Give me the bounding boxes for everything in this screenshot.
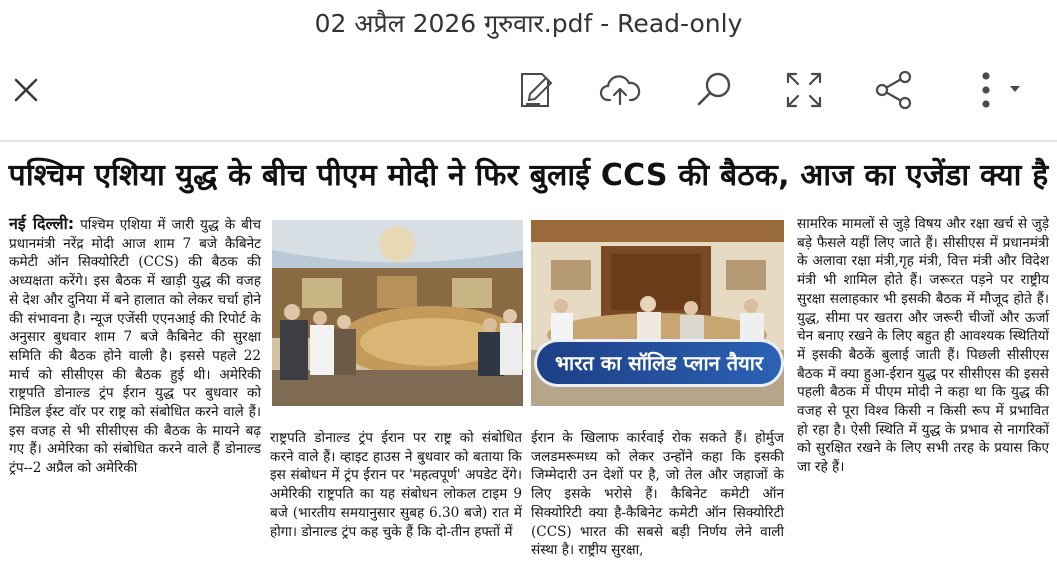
column-3-text: ईरान के खिलाफ कार्रवाई रोक सकते हैं। होर्मुज जलडमरूमध्य को लेकर उन्होंने कहा कि इसकी जिम्मेदारी उन देशों पर है, जो तेल और जहाजों के लिए इसके भरोसे हैं। कैबिनेट कमेटी ऑन सिक्योरिटी क्या है-कैबिनेट कमेटी ऑन सिक्योरिटी (CCS) भारत की सबसे बड़ी निर्णय लेने वाली संस्था है। राष्ट्रीय सुरक्षा, (531, 430, 784, 559)
column-4-text: सामरिक मामलों से जुड़े विषय और रक्षा खर्च से जुड़े बड़े फैसले यहीं लिए जाते हैं। सीसीएस में प्रधानमंत्री के अलावा रक्षा मंत्री,गृह मंत्री, वित्त मंत्री और विदेश मंत्री भी शामिल होते हैं। जरूरत पड़ने पर राष्ट्रीय सुरक्षा सलाहकार भी इसकी बैठक में मौजूद होते हैं। युद्ध, सीमा पर खतरा और जरूरी चीजों और ऊर्जा चेन बनाए रखने के लिए बहुत ही आवश्यक स्थितियों में इसकी बैठकें बुलाई जाती हैं। पिछली सीसीएस बैठक में क्या हुआ-ईरान युद्ध पर सीसीएस की इससे पहली बैठक में पीएम मोदी ने कहा था कि युद्ध की वजह से पूरा विश्व किसी न किसी रूप में प्रभावित हो रहा है। ऐसी स्थिति में युद्ध के प्रभाव से नागरिकों को सुरक्षित रखने के लिए सभी तरह के प्रयास किए जा रहे हैं। (797, 216, 1049, 476)
meeting-photo-2 (531, 220, 784, 406)
document-title: 02 अप्रैल 2026 गुरुवार.pdf - Read-only (314, 9, 743, 38)
toolbar-divider (0, 140, 1057, 142)
search-icon[interactable] (692, 68, 736, 112)
article-column-1 (9, 215, 261, 565)
app-toolbar (0, 0, 1057, 140)
fullscreen-icon[interactable] (782, 68, 826, 112)
cloud-upload-icon[interactable] (598, 68, 642, 112)
column-2-text: राष्ट्रपति डोनाल्ड ट्रंप ईरान पर राष्ट्र को संबोधित करने वाले हैं। व्हाइट हाउस ने बुधवार को बताया कि इस संबोधन में ट्रंप ईरान पर 'महत्वपूर्ण' अपडेट देंगे। अमेरिकी राष्ट्रपति का यह संबोधन लोकल टाइम 9 बजे (भारतीय समयानुसार सुबह 6.30 बजे) रात में होगा। डोनाल्ड ट्रंप कह चुके हैं कि दो-तीन हफ्तों में (270, 430, 522, 540)
column-1-text: पश्चिम एशिया में जारी युद्ध के बीच प्रधानमंत्री नरेंद्र मोदी आज शाम 7 बजे कैबिनेट कमेटी ऑन सिक्योरिटी (CCS) की बैठक की अध्यक्षता करेंगे। इस बैठक में खाड़ी युद्ध की वजह से देश और दुनिया में बने हालात को लेकर चर्चा होने की संभावना है। न्यूज एजेंसी एएनआई की रिपोर्ट के अनुसार बुधवार शाम 7 बजे कैबिनेट की सुरक्षा समिति की बैठक होने वाली है। इससे पहले 22 मार्च को सीसीएस की बैठक हुई थी। अमेरिकी राष्ट्रपति डोनाल्ड ट्रंप ईरान युद्ध पर बुधवार को मिडिल ईस्ट वॉर पर राष्ट्र को संबोधित करने वाले हैं। इस वजह से भी सीसीएस की बैठक के मायने बढ़ गए हैं। अमेरिका को संबोधित करने वाले हैं डोनाल्ड ट्रंप--2 अप्रैल को अमेरिकी (9, 217, 261, 477)
photo-banner: भारत का सॉलिड प्लान तैयार (537, 342, 781, 384)
pdf-edit-icon[interactable] (514, 68, 558, 112)
close-icon[interactable] (4, 68, 48, 112)
article-column-4 (797, 215, 1049, 565)
share-icon[interactable] (872, 68, 916, 112)
article-headline: पश्चिम एशिया युद्ध के बीच पीएम मोदी ने फिर बुलाई CCS की बैठक, आज का एजेंडा क्या है (8, 158, 1049, 193)
pdf-page (0, 143, 1057, 571)
article-column-3 (531, 429, 784, 569)
more-vertical-icon[interactable] (968, 68, 1032, 112)
dateline: नई दिल्ली: (9, 214, 75, 233)
meeting-photo-1 (272, 220, 523, 406)
article-column-2 (270, 429, 522, 569)
